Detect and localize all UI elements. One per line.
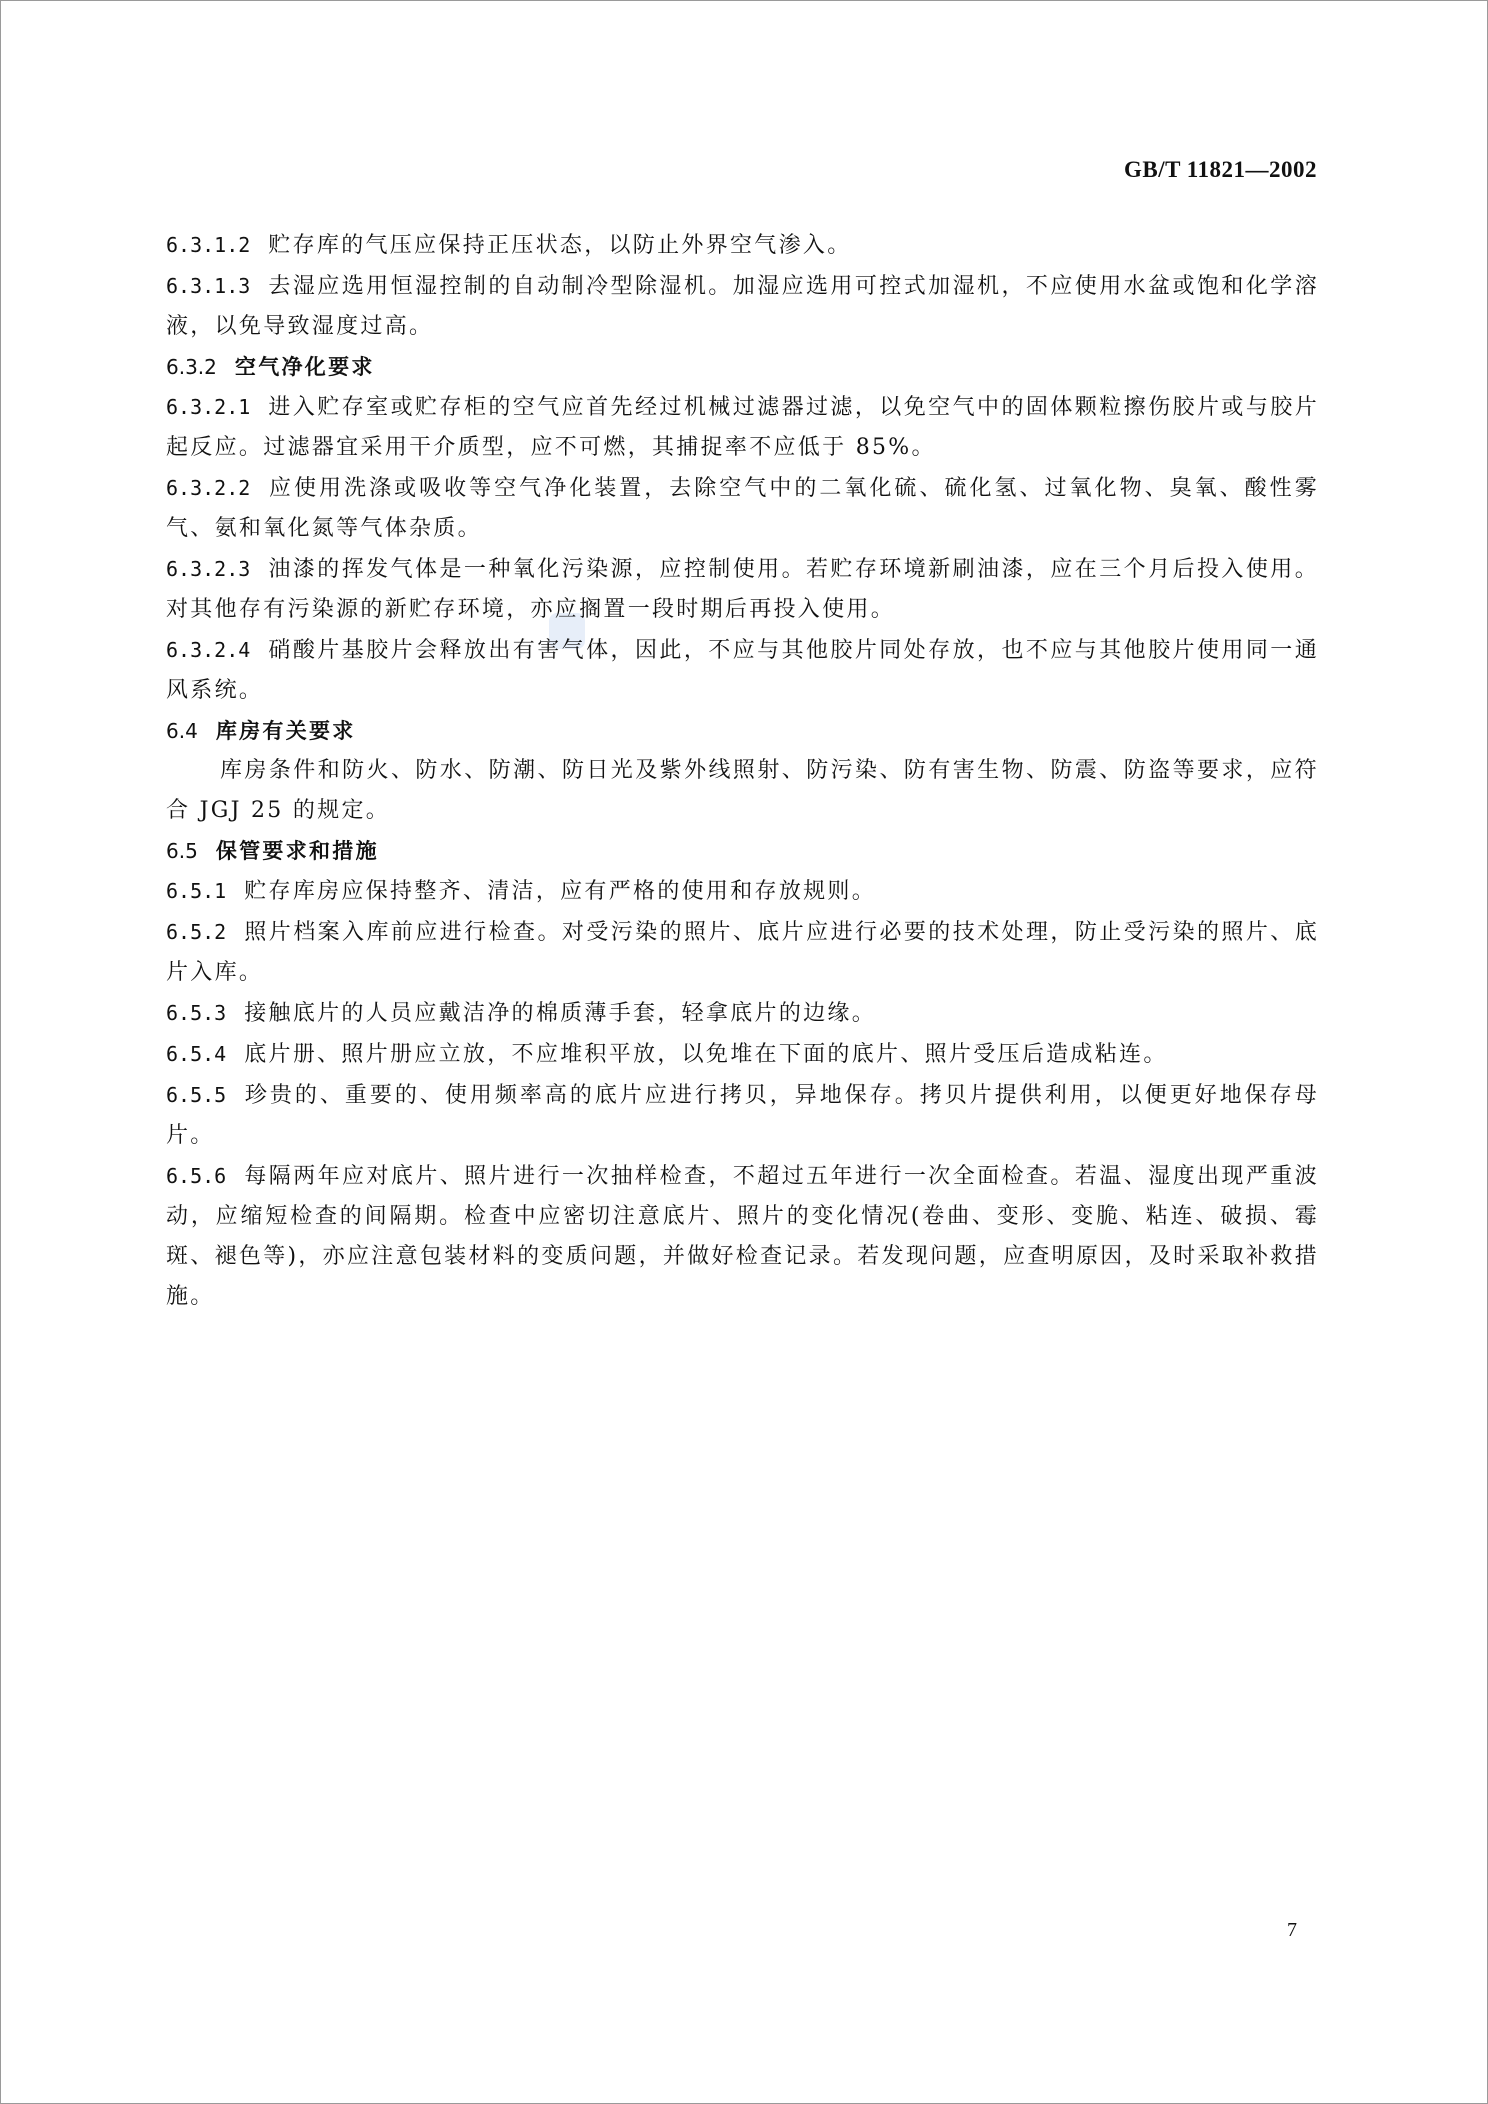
clause-text: 接触底片的人员应戴洁净的棉质薄手套，轻拿底片的边缘。	[244, 1001, 877, 1026]
clause-number: 6.3.2.2	[166, 476, 251, 500]
section-6-4-body	[166, 751, 1319, 831]
clause-text: 每隔两年应对底片、照片进行一次抽样检查，不超过五年进行一次全面检查。若温、湿度出现严重波动，应缩短检查的间隔期。检查中应密切注意底片、照片的变化情况(卷曲、变形、变脆、粘连、破损、霉斑、褪色等)，亦应注意包装材料的变质问题，并做好检查记录。若发现问题，应查明原因，及时采取补救措施。	[166, 1164, 1319, 1309]
clause-text: 贮存库房应保持整齐、清洁，应有严格的使用和存放规则。	[244, 879, 877, 904]
section-title: 库房有关要求	[215, 719, 356, 743]
section-number: 6.3.2	[166, 355, 217, 379]
clause-number: 6.3.1.2	[166, 233, 251, 257]
clause-number: 6.3.2.1	[166, 395, 251, 419]
clause-6-5-6	[166, 1156, 1319, 1317]
clause-text: 珍贵的、重要的、使用频率高的底片应进行拷贝，异地保存。拷贝片提供利用，以便更好地保存母片。	[166, 1083, 1319, 1148]
clause-number: 6.3.2.3	[166, 557, 251, 581]
clause-6-3-1-3	[166, 266, 1319, 347]
clause-text: 库房条件和防火、防水、防潮、防日光及紫外线照射、防污染、防有害生物、防震、防盗等要求，应符合 JGJ 25 的规定。	[166, 758, 1319, 823]
clause-text: 进入贮存室或贮存柜的空气应首先经过机械过滤器过滤，以免空气中的固体颗粒擦伤胶片或与胶片起反应。过滤器宜采用干介质型，应不可燃，其捕捉率不应低于 85%。	[166, 395, 1319, 460]
clause-text: 贮存库的气压应保持正压状态，以防止外界空气渗入。	[268, 233, 852, 258]
clause-text: 照片档案入库前应进行检查。对受污染的照片、底片应进行必要的技术处理，防止受污染的照片、底片入库。	[166, 920, 1319, 985]
clause-6-5-2	[166, 912, 1319, 993]
clause-text: 硝酸片基胶片会释放出有害气体，因此，不应与其他胶片同处存放，也不应与其他胶片使用同一通风系统。	[166, 638, 1319, 703]
clause-number: 6.5.4	[166, 1042, 227, 1066]
section-heading-6-5	[166, 831, 1319, 871]
clause-6-3-2-4	[166, 630, 1319, 711]
clause-number: 6.5.2	[166, 920, 227, 944]
clause-6-3-2-2	[166, 468, 1319, 549]
section-title: 保管要求和措施	[215, 839, 379, 863]
clause-text: 底片册、照片册应立放，不应堆积平放，以免堆在下面的底片、照片受压后造成粘连。	[244, 1042, 1168, 1067]
section-number: 6.5	[166, 839, 198, 863]
clause-number: 6.5.6	[166, 1164, 227, 1188]
document-body	[166, 225, 1319, 1317]
section-heading-6-3-2	[166, 347, 1319, 387]
clause-number: 6.5.3	[166, 1001, 227, 1025]
standard-code: GB/T 11821—2002	[1123, 157, 1317, 182]
clause-6-5-3	[166, 993, 1319, 1034]
clause-text: 应使用洗涤或吸收等空气净化装置，去除空气中的二氧化硫、硫化氢、过氧化物、臭氧、酸性雾气、氨和氧化氮等气体杂质。	[166, 476, 1319, 541]
clause-6-3-2-1	[166, 387, 1319, 468]
clause-6-5-5	[166, 1075, 1319, 1156]
clause-number: 6.3.2.4	[166, 638, 251, 662]
section-number: 6.4	[166, 719, 198, 743]
clause-6-3-2-3	[166, 549, 1319, 630]
clause-number: 6.5.1	[166, 879, 227, 903]
section-title: 空气净化要求	[234, 355, 375, 379]
clause-text: 油漆的挥发气体是一种氧化污染源，应控制使用。若贮存环境新刷油漆，应在三个月后投入使用。对其他存有污染源的新贮存环境，亦应搁置一段时期后再投入使用。	[166, 557, 1319, 622]
clause-6-3-1-2	[166, 225, 1319, 266]
clause-6-5-1	[166, 871, 1319, 912]
clause-number: 6.5.5	[166, 1083, 227, 1107]
clause-number: 6.3.1.3	[166, 274, 251, 298]
clause-6-5-4	[166, 1034, 1319, 1075]
section-heading-6-4	[166, 711, 1319, 751]
page-number: 7	[1287, 1919, 1297, 1941]
clause-text: 去湿应选用恒湿控制的自动制冷型除湿机。加湿应选用可控式加湿机，不应使用水盆或饱和化学溶液，以免导致湿度过高。	[166, 274, 1319, 339]
